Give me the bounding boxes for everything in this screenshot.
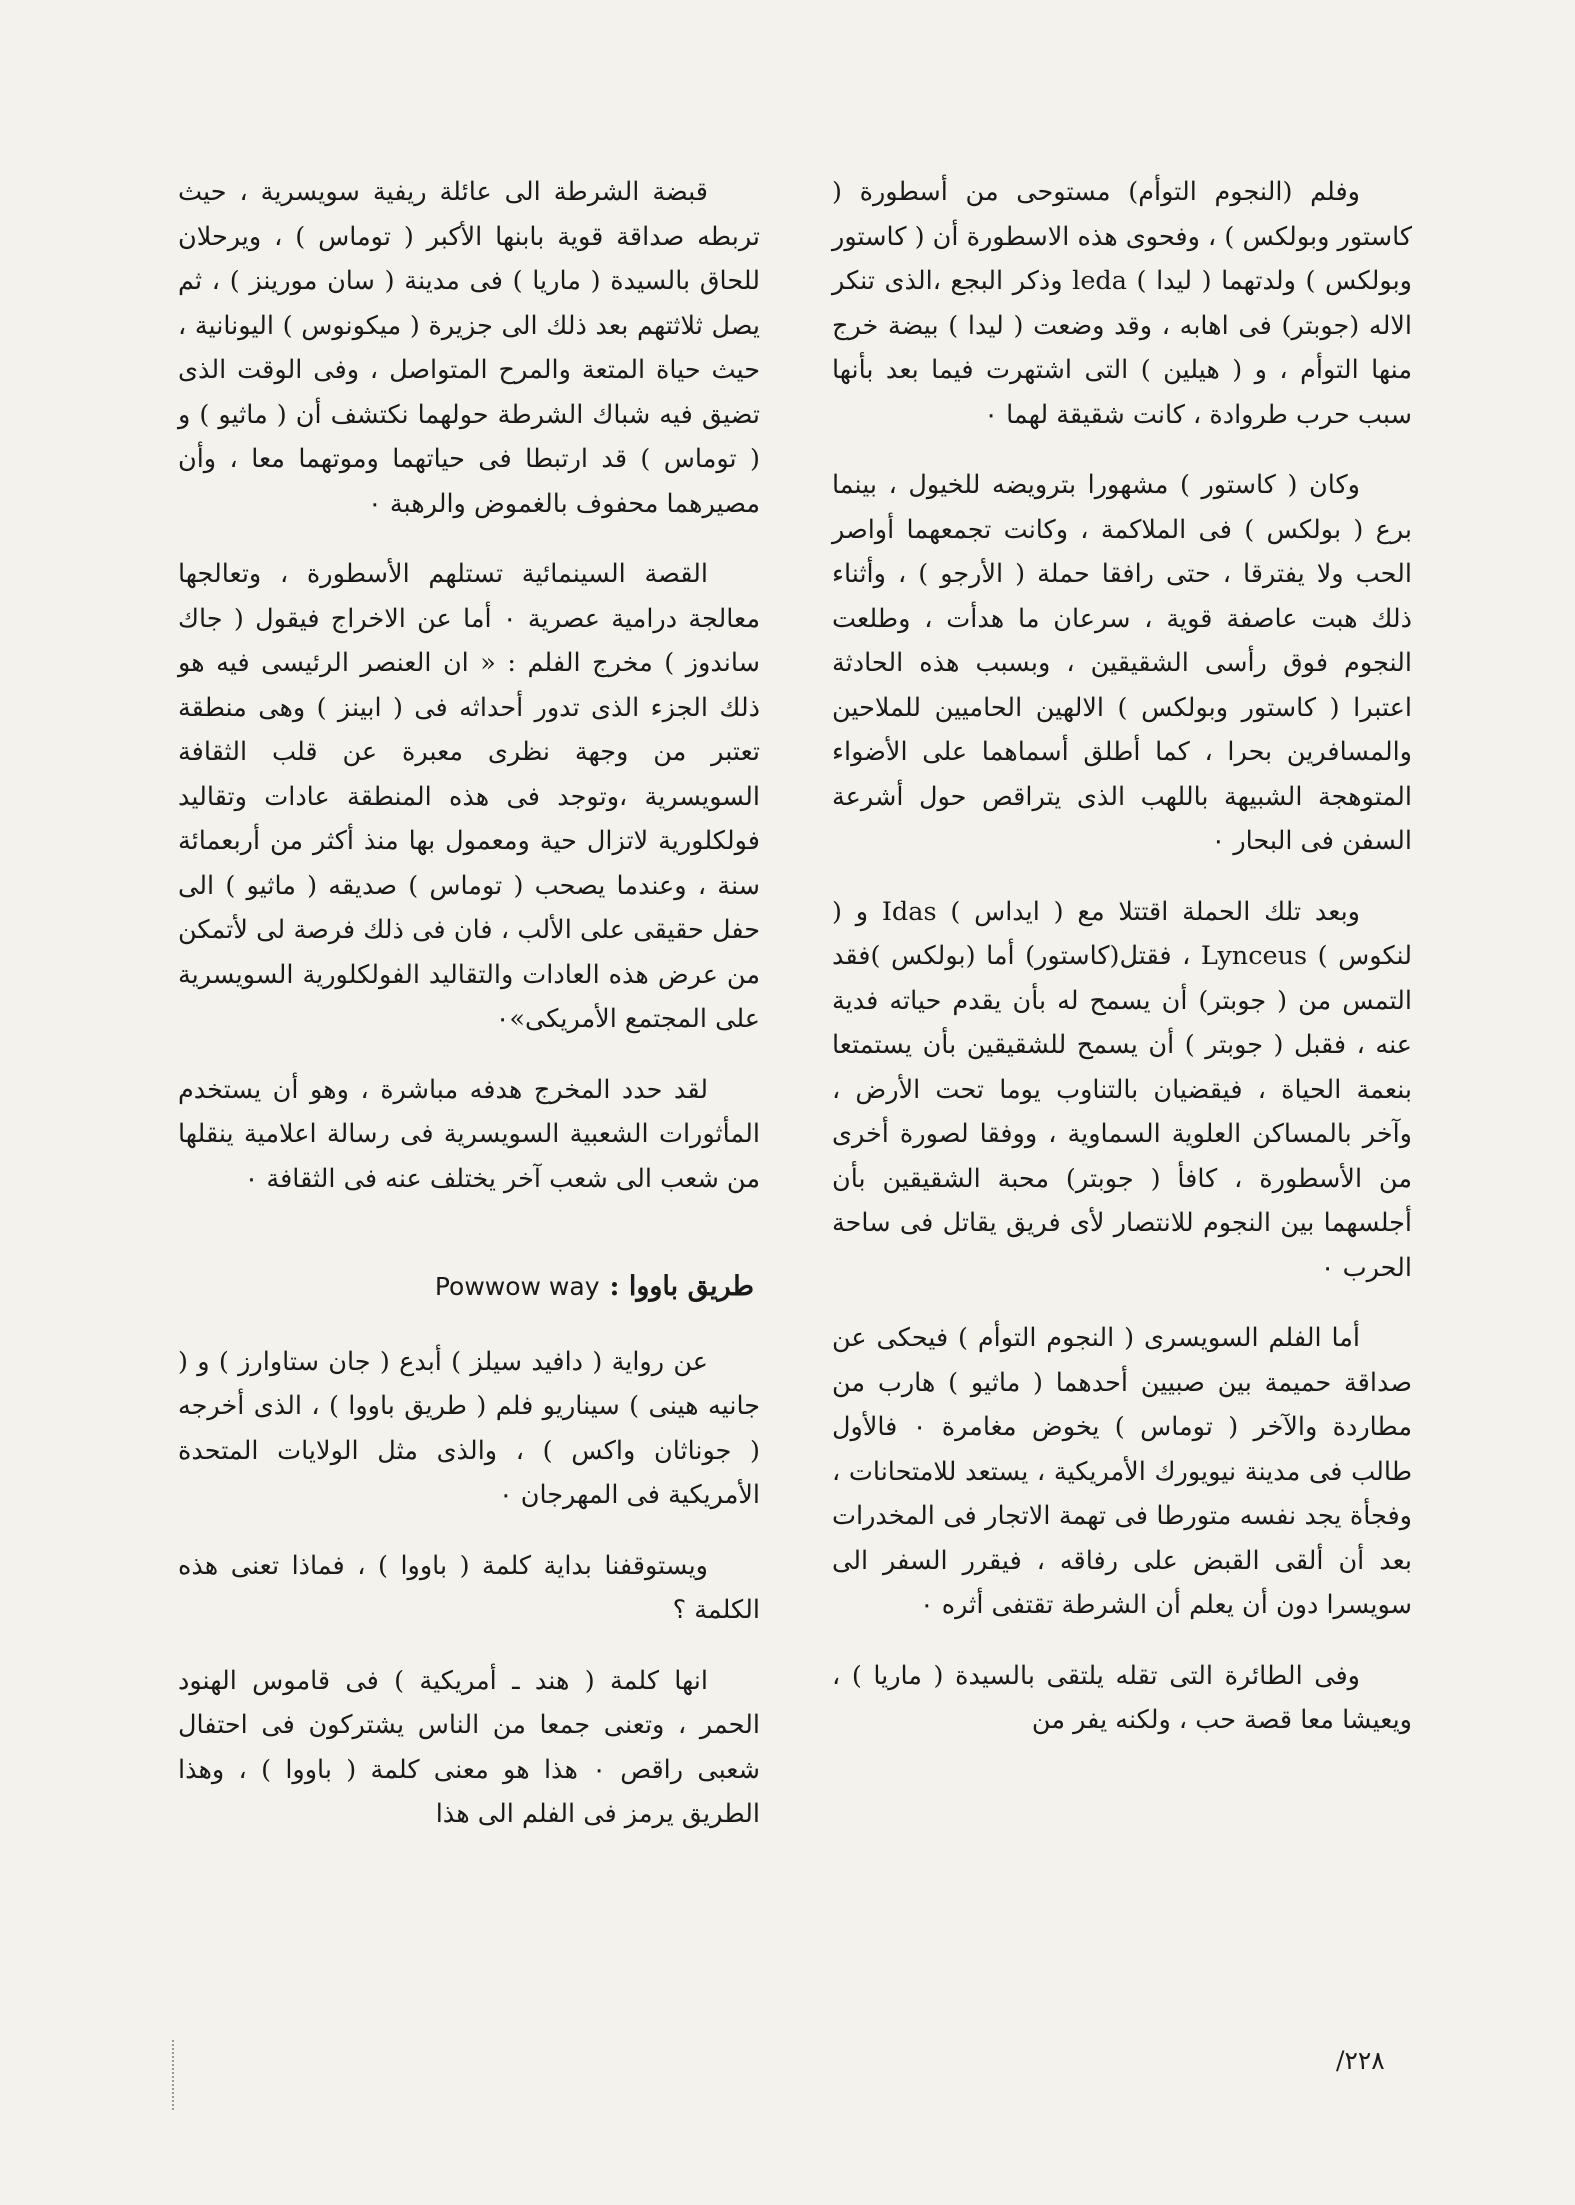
right-column <box>832 170 1412 1759</box>
section-heading <box>178 1265 760 1310</box>
paragraph: وبعد تلك الحملة اقتتلا مع ( ايداس ) Idas و ( لنكوس ) Lynceus ، فقتل(كاستور) أما (بولكس )فقد التمس من ( جوبتر) أن يسمح له بأن يقدم حياته فدية عنه ، فقبل ( جوبتر ) أن يسمح للشقيقين بأن يستمتعا بنعمة الحياة ، فيقضيان بالتناوب يوما تحت الأرض ، وآخر بالمساكن العلوية السماوية ، ووفقا لصورة أخرى من الأسطورة ، كافأ ( جوبتر) محبة الشقيقين بأن أجلسهما بين النجوم للانتصار لأى فريق يقاتل فى ساحة الحرب ٠ <box>832 896 1412 1283</box>
paragraph: ويستوقفنا بداية كلمة ( باووا ) ، فماذا تعنى هذه الكلمة ؟ <box>178 1550 760 1625</box>
paragraph: لقد حدد المخرج هدفه مباشرة ، وهو أن يستخدم المأثورات الشعبية السويسرية فى رسالة اعلامية ينقلها من شعب الى شعب آخر يختلف عنه فى الثقافة ٠ <box>178 1074 760 1194</box>
paragraph: وفى الطائرة التى تقله يلتقى بالسيدة ( ماريا ) ، ويعيشا معا قصة حب ، ولكنه يفر من <box>832 1660 1412 1735</box>
paragraph: قبضة الشرطة الى عائلة ريفية سويسرية ، حيث تربطه صداقة قوية بابنها الأكبر ( توماس ) ، ويرحلان للحاق بالسيدة ( ماريا ) فى مدينة ( سان مورينز ) ، ثم يصل ثلاثتهم بعد ذلك الى جزيرة ( ميكونوس ) اليونانية ، حيث حياة المتعة والمرح المتواصل ، وفى الوقت الذى تضيق فيه شباك الشرطة حولهما نكتشف أن ( ماثيو ) و ( توماس ) قد ارتبطا فى حياتهما وموتهما معا ، وأن مصيرهما محفوف بالغموض والرهبة ٠ <box>178 177 760 519</box>
left-column <box>178 170 760 1853</box>
section-heading-latin: Powwow way <box>434 1272 600 1301</box>
margin-marks <box>172 2040 177 2110</box>
paragraph: وكان ( كاستور ) مشهورا بترويضه للخيول ، بينما برع ( بولكس ) فى الملاكمة ، وكانت تجمعهما أواصر الحب ولا يفترقا ، حتى رافقا حملة ( الأرجو ) ، وأثناء ذلك هبت عاصفة قوية ، سرعان ما هدأت ، وطلعت النجوم فوق رأسى الشقيقين ، وبسبب هذه الحادثة اعتبرا ( كاستور وبولكس ) الالهين الحاميين للملاحين والمسافرين بحرا ، كما أطلق أسماهما على الأضواء المتوهجة الشبيهة باللهب الذى يتراقص حول أشرعة السفن فى البحار ٠ <box>832 470 1412 856</box>
section-heading-arabic: طريق باووا : <box>609 1271 754 1302</box>
paragraph: وفلم (النجوم التوأم) مستوحى من أسطورة ( كاستور وبولكس ) ، وفحوى هذه الاسطورة أن ( كاستور وبولكس ) ولدتهما ( ليدا ) leda وذكر البجع ،الذى تنكر الاله (جوبتر) فى اهابه ، وقد وضعت ( ليدا ) بيضة خرج منها التوأم ، و ( هيلين ) التى اشتهرت فيما بعد بأنها سبب حرب طروادة ، كانت شقيقة لهما ٠ <box>832 177 1412 430</box>
paragraph: عن رواية ( دافيد سيلز ) أبدع ( جان ستاوارز ) و ( جانيه هينى ) سيناريو فلم ( طريق باووا ) ، الذى أخرجه ( جوناثان واكس ) ، والذى مثل الولايات المتحدة الأمريكية فى المهرجان ٠ <box>178 1346 760 1510</box>
page-number: ٢٢٨/ <box>1336 2046 1385 2075</box>
paragraph: القصة السينمائية تستلهم الأسطورة ، وتعالجها معالجة درامية عصرية ٠ أما عن الاخراج فيقول ( جاك ساندوز ) مخرج الفلم : « ان العنصر الرئيسى فيه هو ذلك الجزء الذى تدور أحداثه فى ( ابينز ) وهى منطقة تعتبر من وجهة نظرى معبرة عن قلب الثقافة السويسرية ،وتوجد فى هذه المنطقة عادات وتقاليد فولكلورية لاتزال حية ومعمول بها منذ أكثر من أربعمائة سنة ، وعندما يصحب ( توماس ) صديقه ( ماثيو ) الى حفل حقيقى على الألب ، فان فى ذلك فرصة لى لأتمكن من عرض هذه العادات والتقاليد الفولكلورية السويسرية على المجتمع الأمريكى»٠ <box>178 559 760 1034</box>
paragraph: أما الفلم السويسرى ( النجوم التوأم ) فيحكى عن صداقة حميمة بين صبيين أحدهما ( ماثيو ) هارب من مطاردة والآخر ( توماس ) يخوض مغامرة ٠ فالأول طالب فى مدينة نيويورك الأمريكية ، يستعد للامتحانات ، وفجأة يجد نفسه متورطا فى تهمة الاتجار فى المخدرات بعد أن ألقى القبض على رفاقه ، فيقرر السفر الى سويسرا دون أن يعلم أن الشرطة تقتفى أثره ٠ <box>832 1323 1412 1620</box>
paragraph: انها كلمة ( هند ـ أمريكية ) فى قاموس الهنود الحمر ، وتعنى جمعا من الناس يشتركون فى احتفال شعبى راقص ٠ هذا هو معنى كلمة ( باووا ) ، وهذا الطريق يرمز فى الفلم الى هذا <box>178 1665 760 1829</box>
